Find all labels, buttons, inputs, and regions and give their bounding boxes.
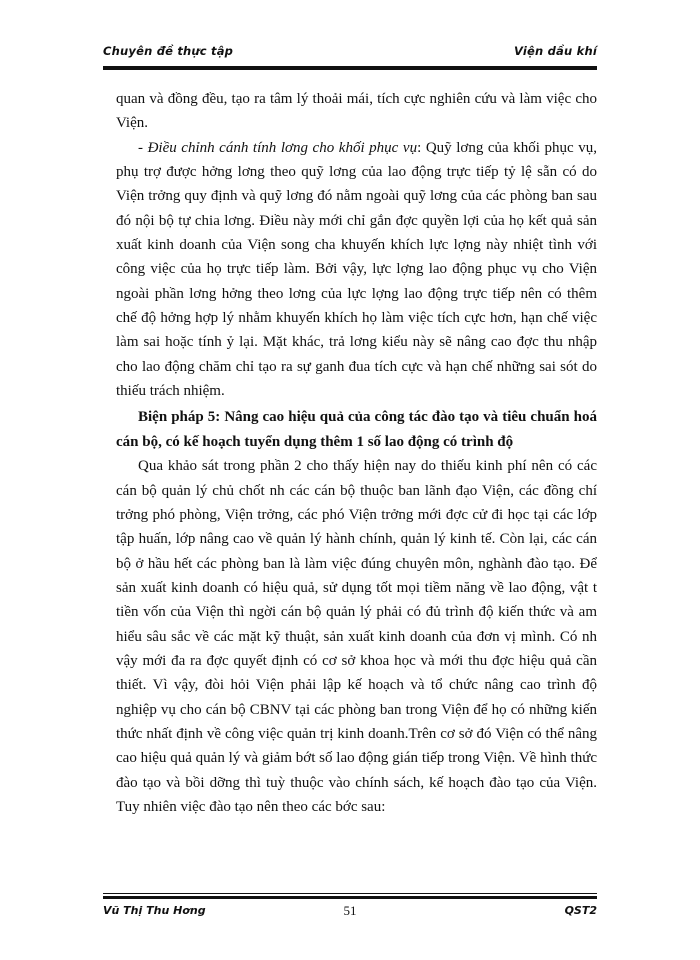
paragraph-2-text: : Quỹ lơng của khối phục vụ, phụ trợ được hởng lơng theo quỹ lơng của lao động trực tiếp tỷ lệ sẵn có do Viện trởng quy định và quỹ lơng đó nằm ngoài quỹ lơng của các phòng ban sau đó nội bộ tự chia lơng. Điều này mới chỉ gắn đợc quyền lợi của họ kết quả sản xuất kinh doanh của Viện song cha khuyến khích lực lợng này nhiệt tình với công việc của họ trực tiếp làm. Bởi vậy, lực lợng lao động phục vụ cho Viện ngoài phần lơng hởng theo lơng của lực lợng lao động trực tiếp nên có thêm chế độ hởng hợp lý nhằm khuyến khích họ làm việc tích cực hơn, hạn chế việc làm sai hoặc tính ỷ lại. Mặt khác, trả lơng kiểu này sẽ nâng cao đợc thu nhập cho lao động chăm chỉ tạo ra sự ganh đua tích cực và hạn chế những sai sót do thiếu trách nhiệm. <box>116 139 597 400</box>
paragraph-2 <box>116 136 597 404</box>
page-number: 51 <box>343 903 357 918</box>
page-header <box>103 42 597 62</box>
header-left-title: Chuyên đề thực tập <box>103 44 234 58</box>
page-footer <box>103 902 597 922</box>
header-right-title: Viện dầu khí <box>514 44 597 58</box>
footer-rule <box>103 893 597 899</box>
section-heading: Biện pháp 5: Nâng cao hiệu quả của công tác đào tạo và tiêu chuẩn hoá cán bộ, có kế hoạch tuyển dụng thêm 1 số lao động có trình độ <box>116 409 597 450</box>
footer-class-code: QST2 <box>564 904 597 917</box>
paragraph-3: Qua khảo sát trong phần 2 cho thấy hiện nay do thiếu kinh phí nên có các cán bộ quản lý chủ chốt nh các cán bộ thuộc ban lãnh đạo Viện, các đồng chí trởng phó phòng, Viện trởng, các phó Viện trởng mới đợc cử đi học tại các lớp tập huấn, lớp nâng cao về quản lý hành chính, quản lý kinh tế. Còn lại, các cán bộ ở hầu hết các phòng ban là làm việc đúng chuyên môn, nghành đào tạo. Để sản xuất kinh doanh có hiệu quả, sử dụng tốt mọi tiềm năng về lao động, vật t tiền vốn của Viện thì ngời cán bộ quản lý phải có đủ trình độ kiến thức và am hiểu sâu sắc về các mặt kỹ thuật, sản xuất kinh doanh của đơn vị mình. Có nh vậy mới đa ra đợc quyết định có cơ sở khoa học và mới thu đợc hiệu quả cần thiết. Vì vậy, đòi hỏi Viện phải lập kế hoạch và tổ chức nâng cao trình độ nghiệp vụ cho cán bộ CBNV tại các phòng ban trong Viện để họ có những kiến thức nhất định về công việc quản trị kinh doanh.Trên cơ sở đó Viện có thể nâng cao hiệu quả quản lý và giảm bớt số lao động gián tiếp trong Viện. Về hình thức đào tạo và bồi dỡng thì tuỳ thuộc vào chính sách, kế hoạch đào tạo của Viện. Tuy nhiên việc đào tạo nên theo các bớc sau: <box>116 458 597 815</box>
page-body <box>116 87 597 819</box>
header-rule <box>103 64 597 70</box>
paragraph-2-lead: - Điều chỉnh cánh tính lơng cho khối phục vụ <box>138 139 418 156</box>
paragraph-1: quan và đồng đều, tạo ra tâm lý thoải mái, tích cực nghiên cứu và làm việc cho Viện. <box>116 91 597 132</box>
footer-author: Vũ Thị Thu Hơng <box>103 904 206 917</box>
